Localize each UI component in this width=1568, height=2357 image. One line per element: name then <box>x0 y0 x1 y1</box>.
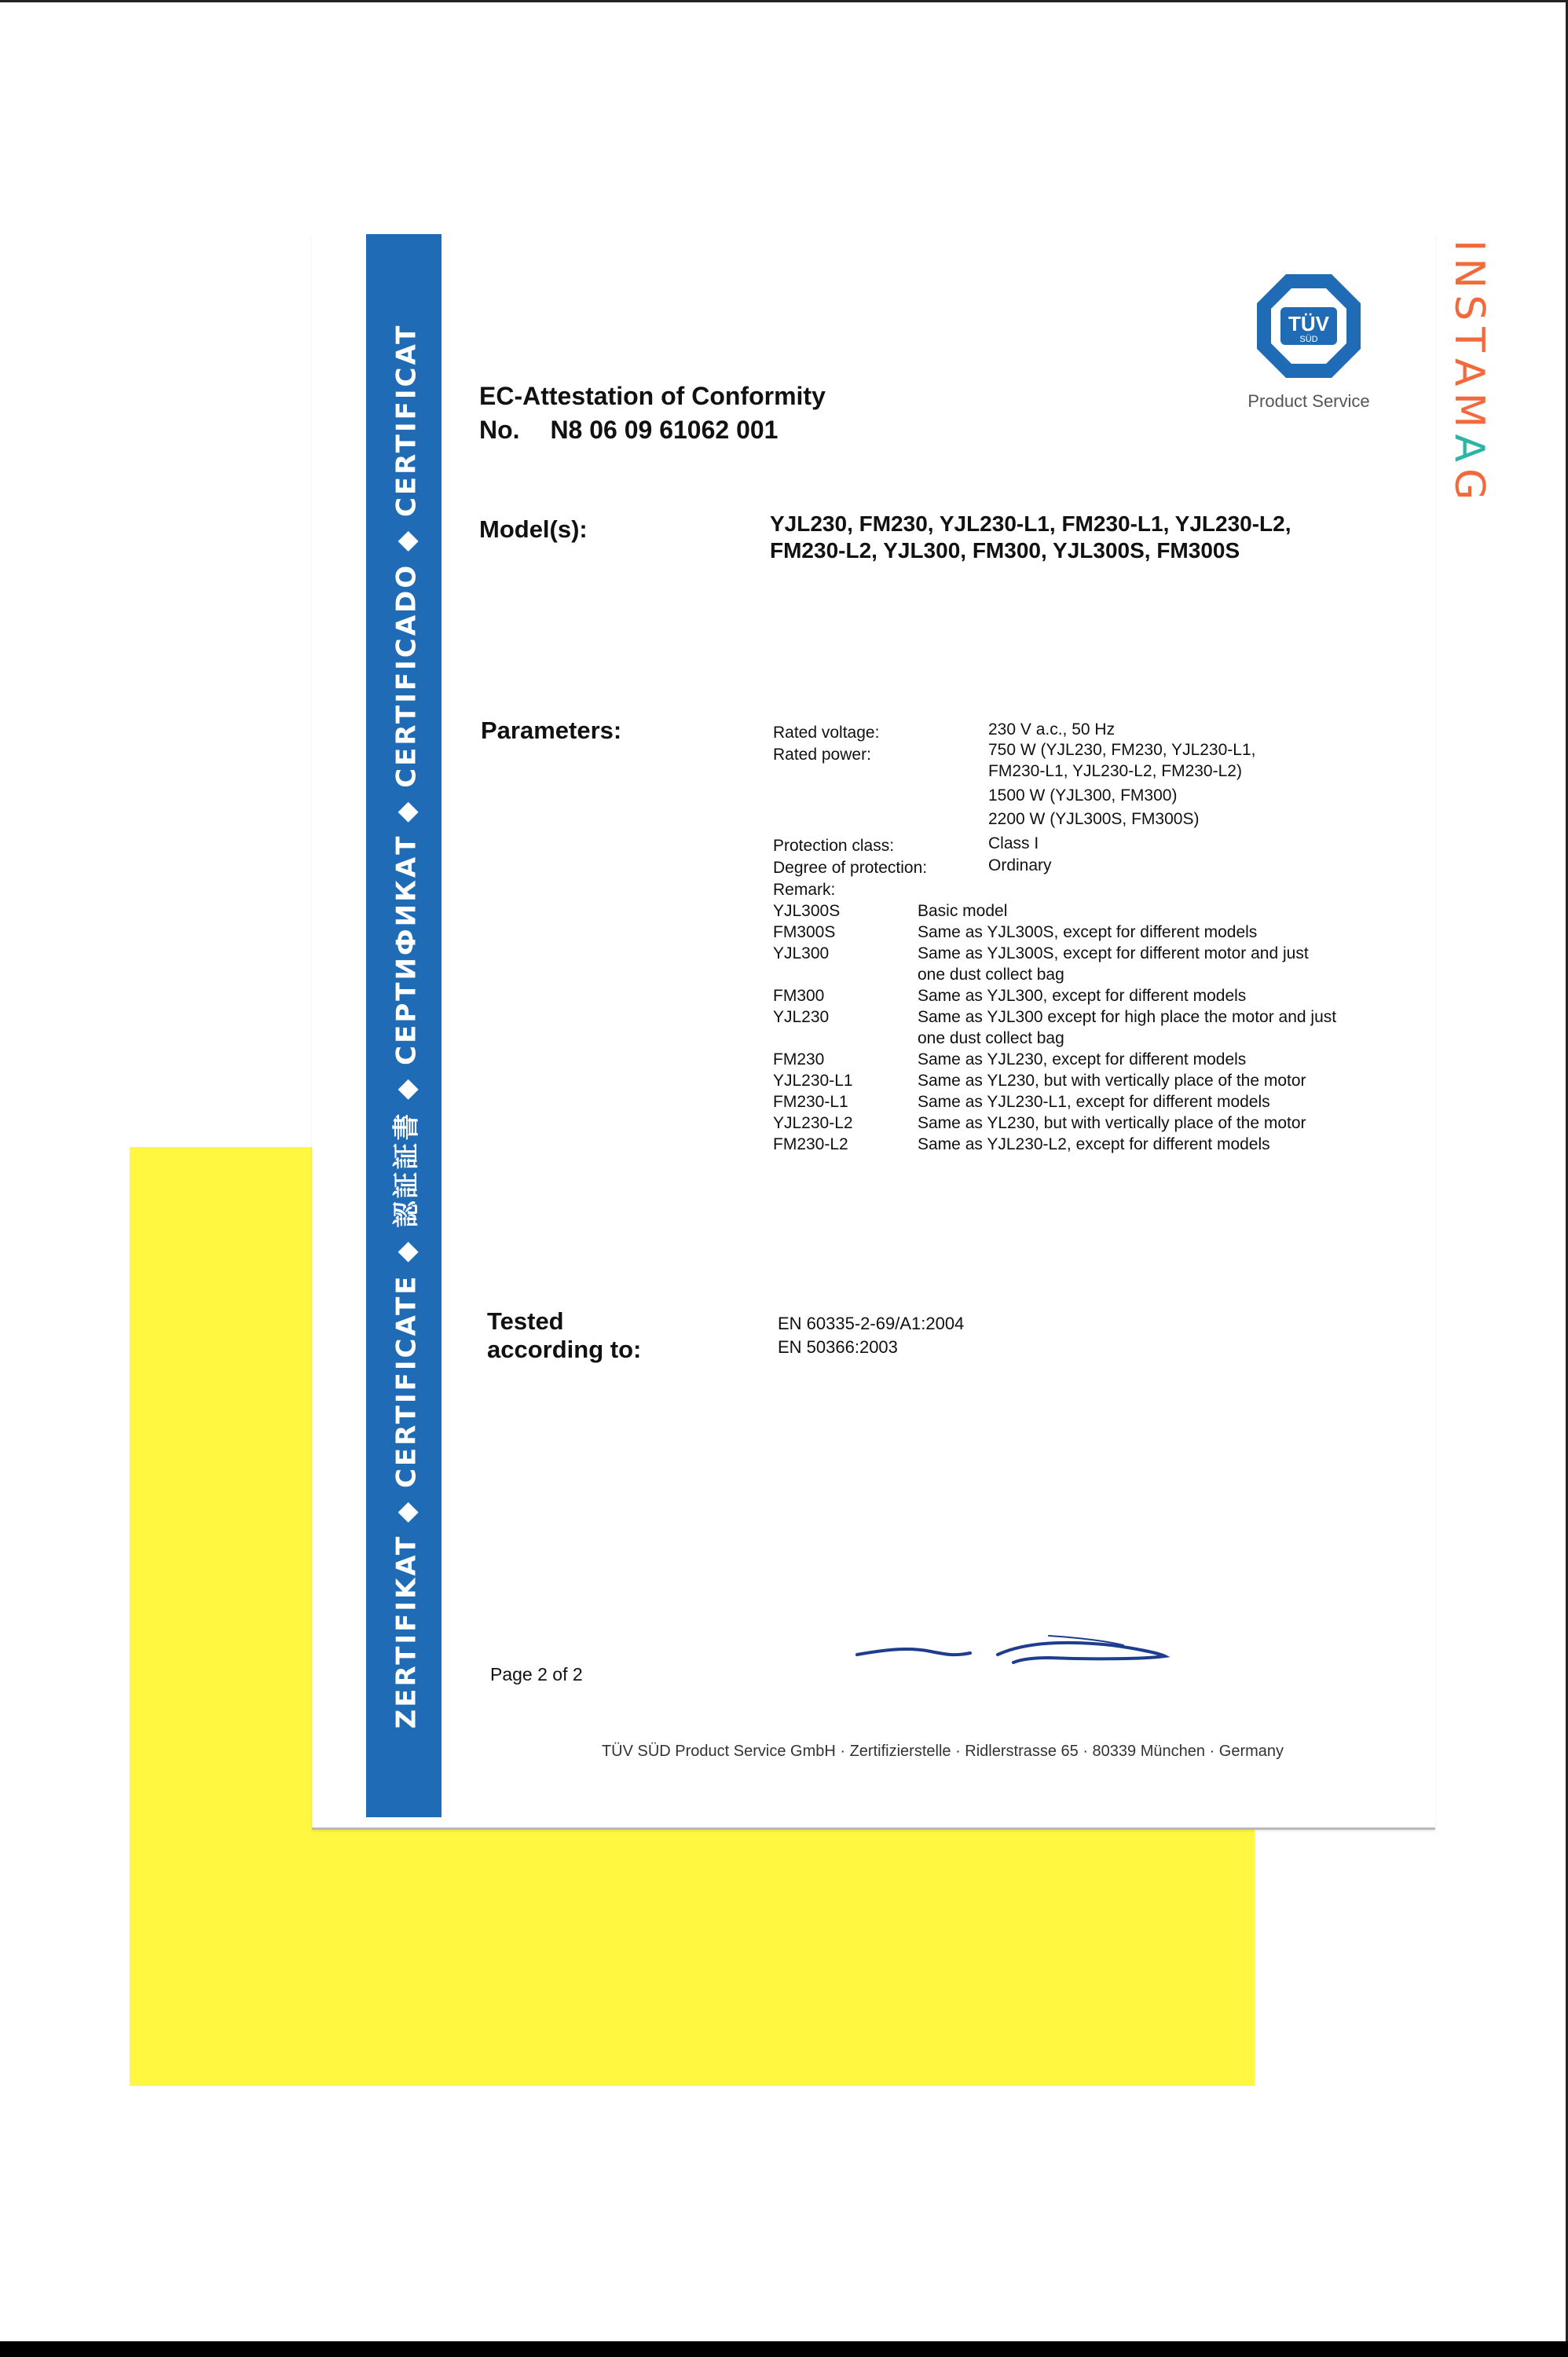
brand-letter: S <box>1445 295 1493 328</box>
table-row <box>773 985 1339 1006</box>
certificate-side-band <box>366 234 441 1817</box>
brand-letter: M <box>1445 392 1493 434</box>
remark-text: Same as YJL300S, except for different motor and just one dust collect bag <box>918 944 1309 984</box>
remark-model: FM230-L1 <box>773 1093 848 1111</box>
remark-model: YJL300 <box>773 944 830 962</box>
table-row <box>773 1134 1339 1155</box>
logo-subtext: SÜD <box>1299 335 1318 344</box>
table-row <box>773 1006 1339 1049</box>
remark-text: Same as YJL300S, except for different models <box>918 923 1258 941</box>
protection-class-value: Class I <box>988 834 1039 852</box>
logo-caption: Product Service <box>1247 391 1370 411</box>
protection-class-label: Protection class: <box>773 837 895 855</box>
remark-text: Same as YJL300, except for different models <box>918 987 1247 1005</box>
remark-text: Same as YJL230, except for different models <box>918 1050 1247 1069</box>
brand-letter: T <box>1445 327 1493 359</box>
remark-text: Same as YJL300 except for high place the motor and just one dust collect bag <box>918 1008 1337 1047</box>
brand-letter: A <box>1445 358 1493 393</box>
rated-power-label: Rated power: <box>773 746 871 764</box>
rated-power-line: 2200 W (YJL300S, FM300S) <box>988 810 1200 828</box>
remark-label: Remark: <box>773 881 836 899</box>
according-to-label: according to: <box>487 1336 642 1363</box>
remark-model: YJL300S <box>773 902 841 920</box>
remark-model: YJL230 <box>773 1008 830 1026</box>
number-label: No. <box>479 416 520 444</box>
remark-model: YJL230-L2 <box>773 1114 853 1132</box>
rated-voltage-label: Rated voltage: <box>773 724 880 742</box>
brand-letter: N <box>1445 258 1493 295</box>
models-label: Model(s): <box>479 515 588 543</box>
standard-item: EN 60335-2-69/A1:2004 <box>778 1314 965 1333</box>
frame-top-border <box>0 0 1568 2</box>
models-value: YJL230, FM230, YJL230-L1, FM230-L1, YJL230-L2, FM230-L2, YJL300, FM300, YJL300S, FM300S <box>770 511 1291 563</box>
table-row <box>773 1049 1339 1070</box>
table-row <box>773 1091 1339 1113</box>
remark-text: Same as YJL230-L2, except for different models <box>918 1135 1270 1153</box>
remark-model: FM230-L2 <box>773 1135 848 1153</box>
certificate-number <box>479 416 778 445</box>
remark-text: Same as YL230, but with vertically place of the motor <box>918 1072 1306 1090</box>
rated-power-line: FM230-L1, YJL230-L2, FM230-L2) <box>988 762 1242 780</box>
brand-letter: G <box>1445 468 1493 507</box>
logo-text: TÜV <box>1288 312 1329 335</box>
parameters-label: Parameters: <box>481 717 622 744</box>
degree-of-protection-label: Degree of protection: <box>773 859 928 877</box>
remark-model: YJL230-L1 <box>773 1072 853 1090</box>
table-row <box>773 1113 1339 1134</box>
table-row <box>773 900 1339 922</box>
table-row <box>773 922 1339 943</box>
remark-text: Same as YJL230-L1, except for different models <box>918 1093 1270 1111</box>
document-title: EC-Attestation of Conformity <box>479 382 826 410</box>
footer-address: TÜV SÜD Product Service GmbH · Zertifizierstelle · Ridlerstrasse 65 · 80339 München · Germany <box>601 1743 1284 1760</box>
degree-of-protection-value: Ordinary <box>988 856 1052 874</box>
brand-letter: A <box>1445 434 1493 469</box>
tuv-logo-icon <box>1254 271 1364 381</box>
bottom-bar <box>0 2341 1568 2357</box>
remarks-table <box>773 900 1339 1155</box>
remark-model: FM300S <box>773 923 836 941</box>
yellow-highlight-block <box>130 1147 312 2086</box>
brand-letter: I <box>1445 240 1493 258</box>
remark-text: Basic model <box>918 902 1008 920</box>
page-number: Page 2 of 2 <box>490 1664 583 1684</box>
table-row <box>773 1070 1339 1091</box>
tested-label: Tested <box>487 1307 564 1335</box>
instamag-watermark <box>1445 240 1493 506</box>
signature-icon <box>852 1618 1174 1681</box>
standard-item: EN 50366:2003 <box>778 1337 898 1357</box>
remark-model: FM230 <box>773 1050 825 1069</box>
rated-voltage-value: 230 V a.c., 50 Hz <box>988 720 1116 739</box>
rated-power-line: 1500 W (YJL300, FM300) <box>988 786 1178 805</box>
number-value: N8 06 09 61062 001 <box>550 416 779 444</box>
table-row <box>773 943 1339 985</box>
side-band-text: ZERTIFIKAT ◆ CERTIFICATE ◆ 認証証書 ◆ СЕРТИФИКАТ ◆ CERTIFICADO ◆ CERTIFICAT <box>390 323 423 1729</box>
remark-model: FM300 <box>773 987 825 1005</box>
yellow-highlight-block <box>312 1827 1255 2086</box>
standards-list <box>778 1312 964 1359</box>
remark-text: Same as YL230, but with vertically place of the motor <box>918 1114 1306 1132</box>
rated-power-line: 750 W (YJL230, FM230, YJL230-L1, <box>988 741 1256 759</box>
